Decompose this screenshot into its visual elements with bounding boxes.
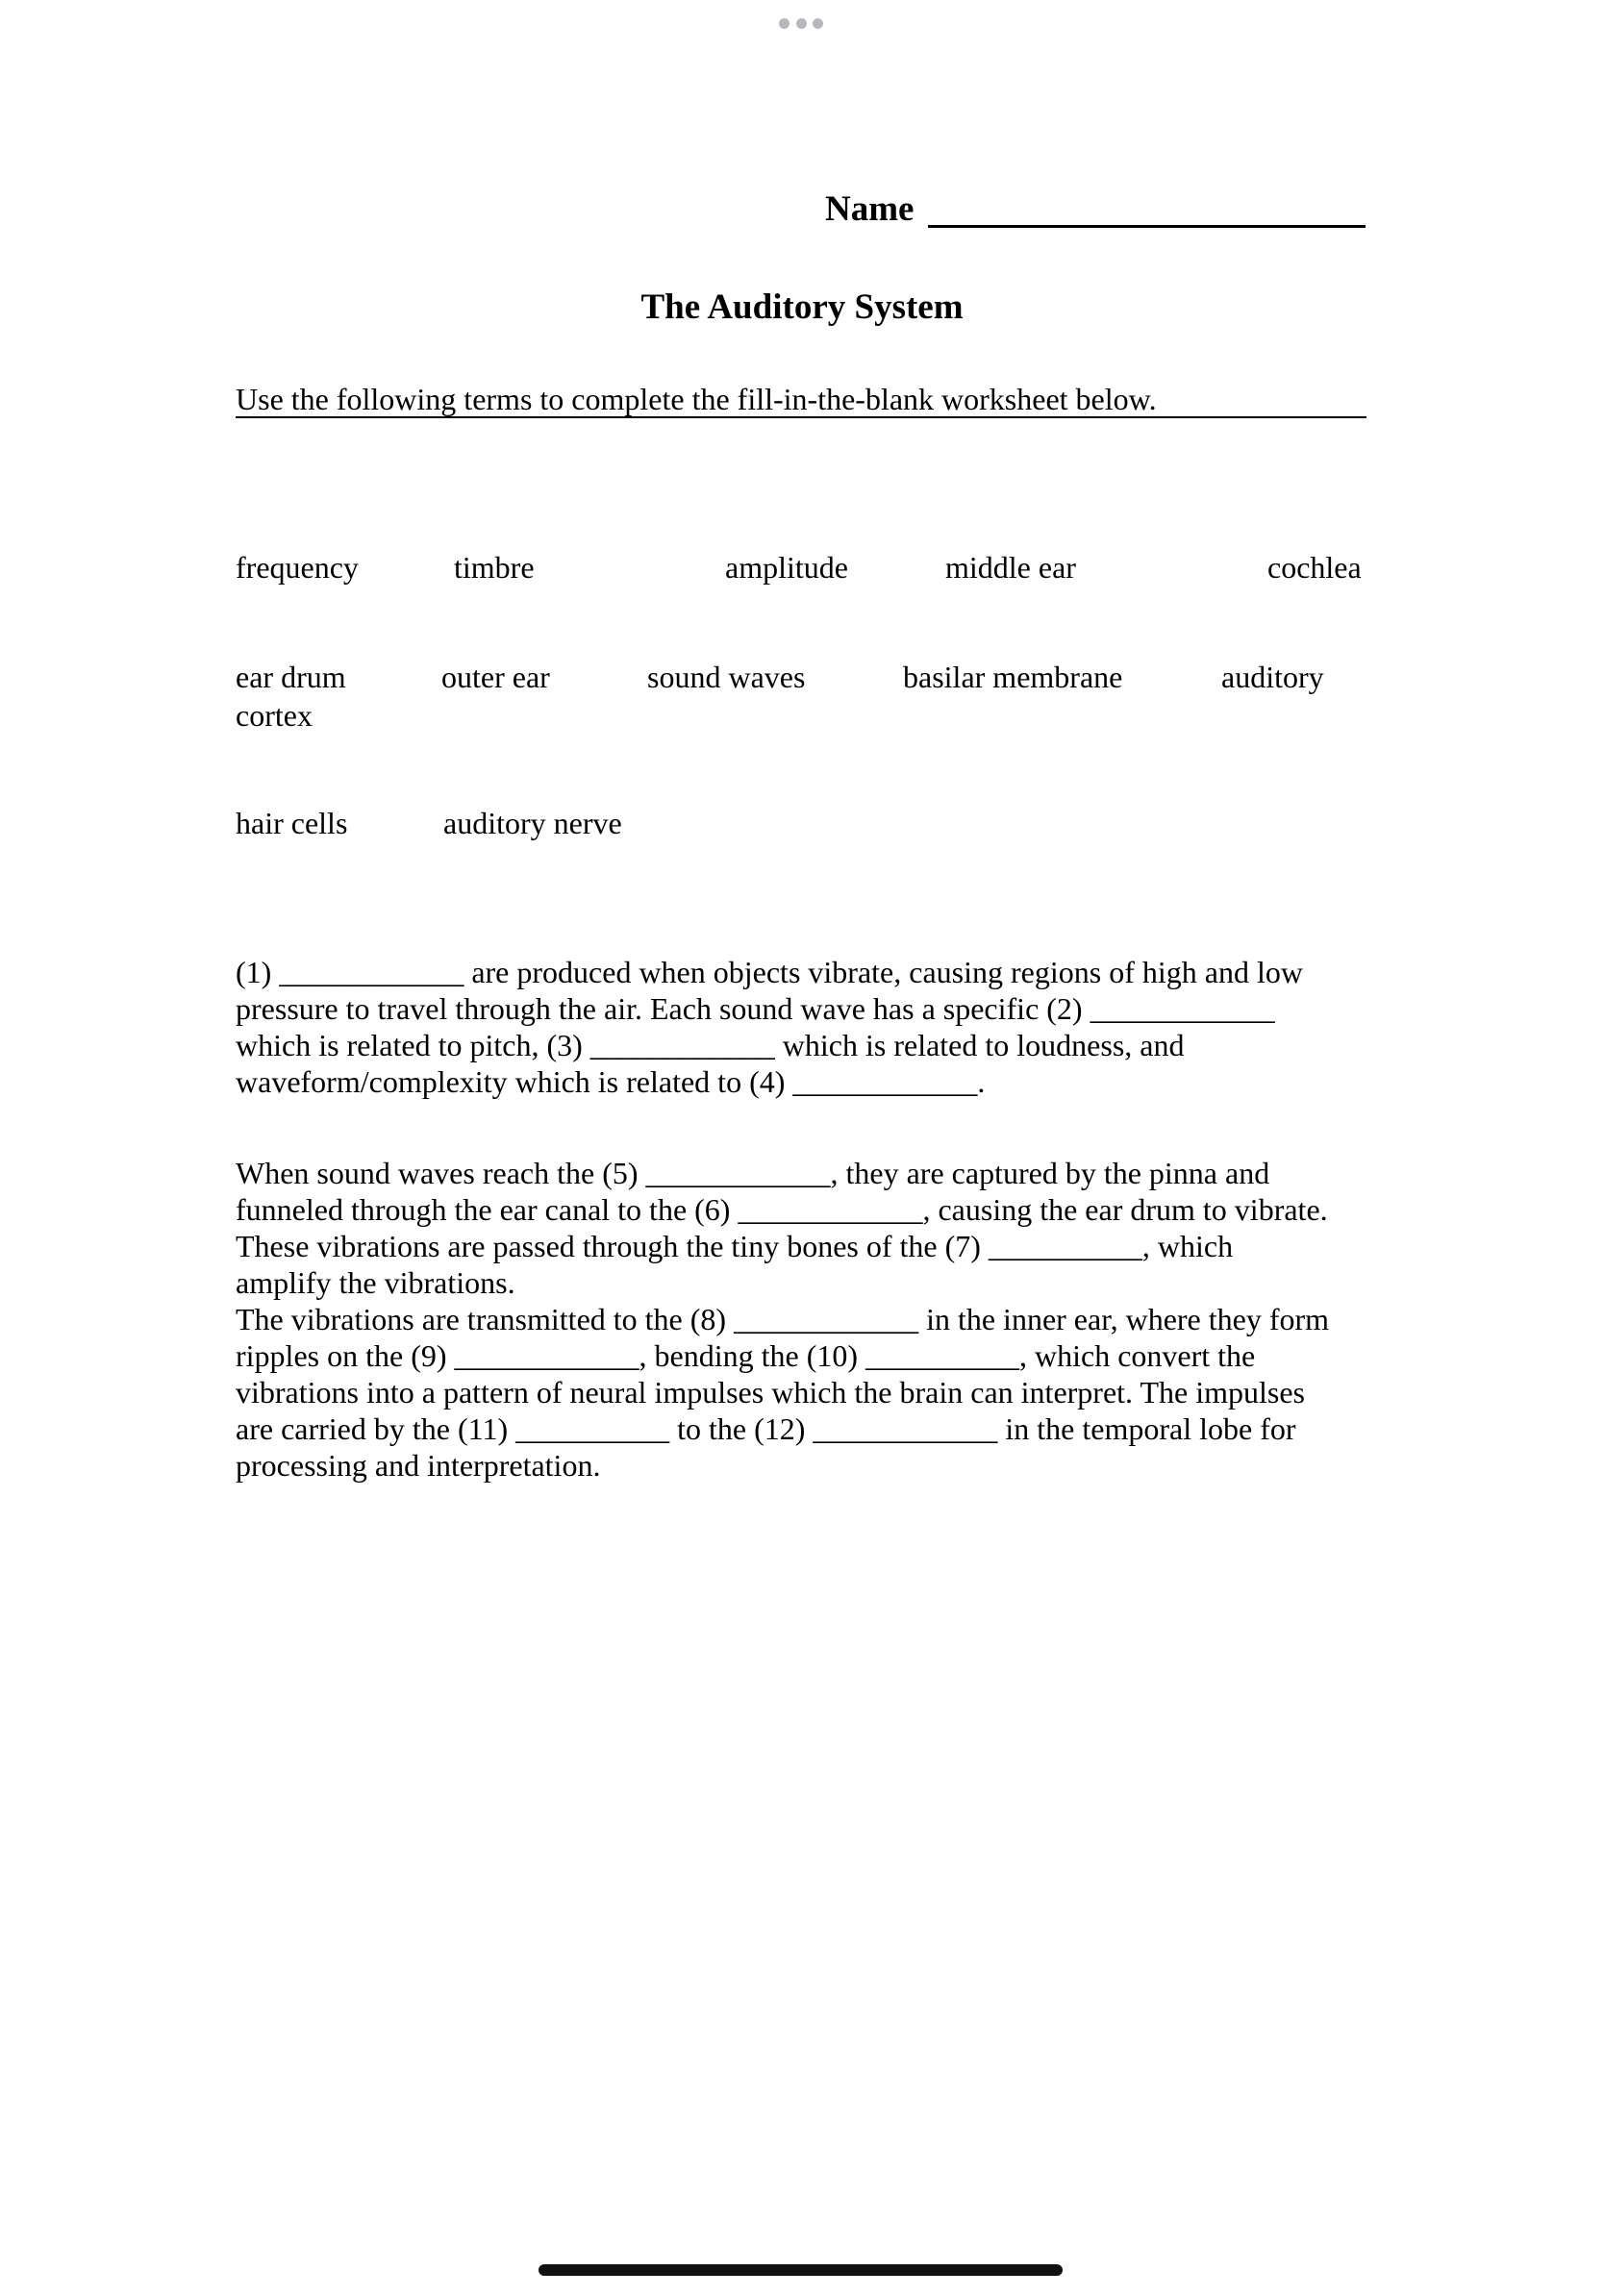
instructions-text: Use the following terms to complete the fill-in-the-blank worksheet below. xyxy=(236,382,1157,416)
paragraph-line: waveform/complexity which is related to (4) ____________. xyxy=(236,1064,986,1099)
home-indicator[interactable] xyxy=(539,2264,1063,2276)
paragraph-2 xyxy=(236,1155,1329,1484)
term-frequency: frequency xyxy=(236,550,359,585)
paragraph-line: (1) ____________ are produced when objects vibrate, causing regions of high and low xyxy=(236,955,1303,989)
paragraph-line: which is related to pitch, (3) ____________ which is related to loudness, and xyxy=(236,1028,1185,1062)
paragraph-line: When sound waves reach the (5) ____________, they are captured by the pinna and xyxy=(236,1156,1270,1190)
term-timbre: timbre xyxy=(454,550,535,585)
multitasking-dots-icon[interactable] xyxy=(779,17,823,29)
term-ear-drum: ear drum xyxy=(236,660,346,694)
term-outer-ear: outer ear xyxy=(441,660,550,694)
paragraph-line: are carried by the (11) __________ to the (12) ____________ in the temporal lobe for xyxy=(236,1411,1296,1446)
page-title: The Auditory System xyxy=(640,287,964,327)
term-cochlea: cochlea xyxy=(1267,550,1362,585)
name-blank-line xyxy=(928,225,1366,228)
term-auditory: auditory xyxy=(1221,660,1324,694)
term-auditory-nerve: auditory nerve xyxy=(443,806,622,840)
term-basilar-membrane: basilar membrane xyxy=(903,660,1123,694)
paragraph-line: amplify the vibrations. xyxy=(236,1265,515,1300)
term-sound-waves: sound waves xyxy=(647,660,806,694)
paragraph-line: ripples on the (9) ____________, bending the (10) __________, which convert the xyxy=(236,1338,1256,1373)
paragraph-line: pressure to travel through the air. Each sound wave has a specific (2) ____________ xyxy=(236,991,1275,1026)
term-middle-ear: middle ear xyxy=(945,550,1076,585)
dot-icon xyxy=(796,18,807,29)
paragraph-line: The vibrations are transmitted to the (8) ____________ in the inner ear, where they form xyxy=(236,1302,1330,1336)
instructions-underline xyxy=(236,416,1366,418)
dot-icon xyxy=(813,18,823,29)
paragraph-line: processing and interpretation. xyxy=(236,1448,601,1483)
paragraph-line: These vibrations are passed through the tiny bones of the (7) __________, which xyxy=(236,1229,1234,1263)
paragraph-line: vibrations into a pattern of neural impulses which the brain can interpret. The impulses xyxy=(236,1375,1305,1410)
term-hair-cells: hair cells xyxy=(236,806,348,840)
name-label: Name xyxy=(825,189,915,229)
dot-icon xyxy=(779,18,789,29)
term-cortex: cortex xyxy=(236,698,313,733)
paragraph-line: funneled through the ear canal to the (6) ____________, causing the ear drum to vibrate. xyxy=(236,1192,1328,1227)
term-amplitude: amplitude xyxy=(725,550,848,585)
paragraph-1 xyxy=(236,954,1303,1100)
